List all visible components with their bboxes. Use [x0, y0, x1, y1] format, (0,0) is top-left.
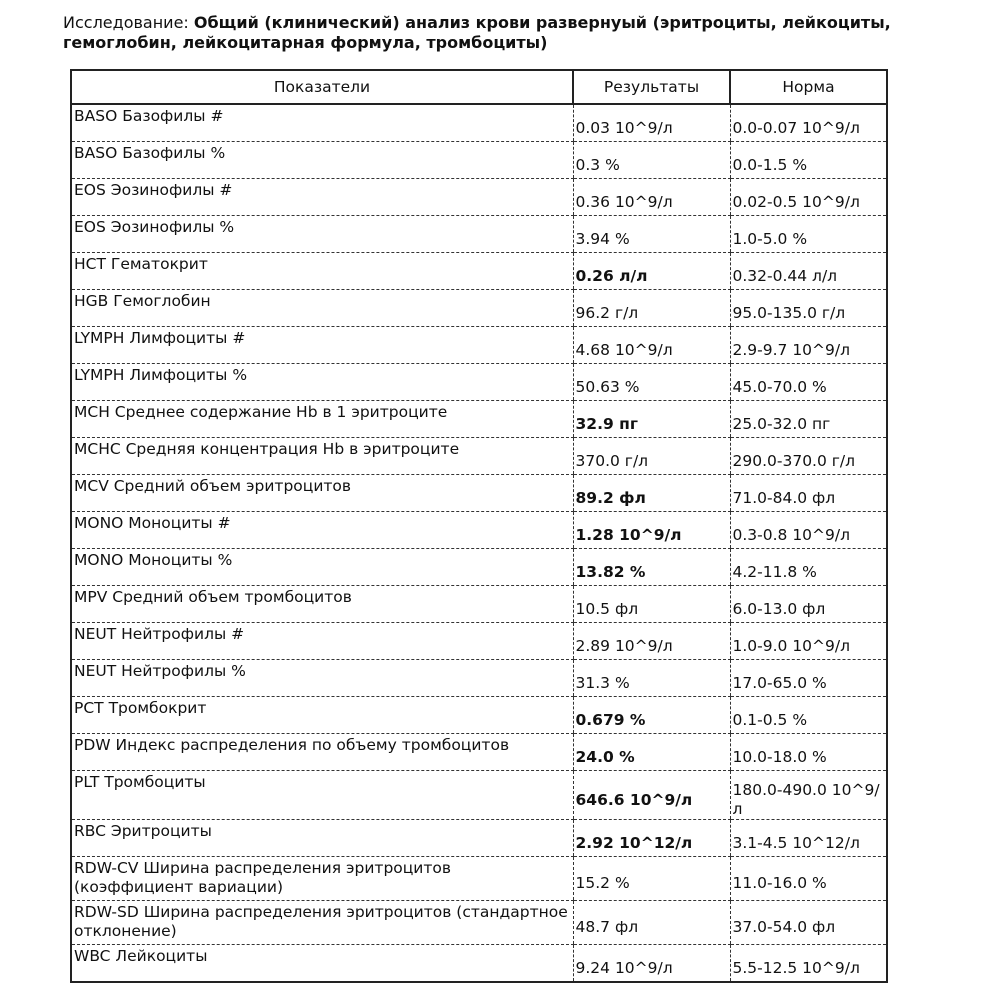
norm-range [730, 660, 887, 697]
result-value-text: 96.2 г/л [575, 303, 639, 322]
norm-range-text: 3.1-4.5 10^12/л [732, 833, 860, 852]
norm-range [730, 104, 887, 142]
table-row [71, 660, 887, 697]
indicator-name: WBC Лейкоциты [71, 945, 573, 983]
result-value [573, 945, 730, 983]
indicator-name: MCV Средний объем эритроцитов [71, 475, 573, 512]
norm-range-text: 25.0-32.0 пг [732, 414, 831, 433]
table-row [71, 179, 887, 216]
result-value [573, 438, 730, 475]
table-row [71, 945, 887, 983]
result-value [573, 253, 730, 290]
norm-range-text: 0.32-0.44 л/л [732, 266, 838, 285]
norm-range [730, 857, 887, 901]
table-row [71, 253, 887, 290]
norm-range [730, 179, 887, 216]
result-value [573, 104, 730, 142]
indicator-name: MCH Среднее содержание Hb в 1 эритроците [71, 401, 573, 438]
table-row [71, 586, 887, 623]
norm-range-text: 0.0-0.07 10^9/л [732, 118, 860, 137]
indicator-name: MONO Моноциты # [71, 512, 573, 549]
result-value-text: 370.0 г/л [575, 451, 649, 470]
indicator-name: MCHC Средняя концентрация Hb в эритроците [71, 438, 573, 475]
result-value-flagged: 13.82 % [575, 562, 646, 581]
norm-range-text: 1.0-9.0 10^9/л [732, 636, 851, 655]
result-value [573, 734, 730, 771]
indicator-name: HGB Гемоглобин [71, 290, 573, 327]
norm-range [730, 945, 887, 983]
table-row [71, 549, 887, 586]
result-value-flagged: 32.9 пг [575, 414, 638, 433]
table-row [71, 364, 887, 401]
norm-range-text: 10.0-18.0 % [732, 747, 827, 766]
result-value [573, 179, 730, 216]
results-table [70, 69, 888, 983]
result-value [573, 475, 730, 512]
norm-range-text: 0.0-1.5 % [732, 155, 808, 174]
norm-range-text: 4.2-11.8 % [732, 562, 817, 581]
norm-range [730, 820, 887, 857]
indicator-name: HCT Гематокрит [71, 253, 573, 290]
norm-range-text: 71.0-84.0 фл [732, 488, 836, 507]
norm-range-text: 0.3-0.8 10^9/л [732, 525, 851, 544]
indicator-name: LYMPH Лимфоциты % [71, 364, 573, 401]
norm-range [730, 549, 887, 586]
table-row [71, 623, 887, 660]
norm-range-text: 17.0-65.0 % [732, 673, 827, 692]
norm-range [730, 364, 887, 401]
norm-range-text: 1.0-5.0 % [732, 229, 808, 248]
norm-range-text: 37.0-54.0 фл [732, 918, 836, 936]
result-value [573, 327, 730, 364]
norm-range [730, 697, 887, 734]
norm-range [730, 512, 887, 549]
result-value-text: 31.3 % [575, 673, 630, 692]
norm-range [730, 253, 887, 290]
norm-range-text: 6.0-13.0 фл [732, 599, 826, 618]
result-value-text: 4.68 10^9/л [575, 340, 673, 359]
norm-range-text: 0.02-0.5 10^9/л [732, 192, 860, 211]
norm-range [730, 623, 887, 660]
norm-range [730, 216, 887, 253]
table-row [71, 438, 887, 475]
result-value [573, 290, 730, 327]
result-value [573, 857, 730, 901]
result-value-flagged: 646.6 10^9/л [575, 790, 693, 809]
result-value [573, 216, 730, 253]
norm-range-text: 11.0-16.0 % [732, 874, 827, 892]
result-value-flagged: 0.679 % [575, 710, 646, 729]
table-header-row [71, 70, 887, 104]
table-row [71, 475, 887, 512]
result-value-text: 10.5 фл [575, 599, 639, 618]
norm-range [730, 438, 887, 475]
result-value [573, 364, 730, 401]
norm-range [730, 901, 887, 945]
indicator-name: LYMPH Лимфоциты # [71, 327, 573, 364]
table-row [71, 290, 887, 327]
result-value-text: 0.3 % [575, 155, 620, 174]
table-row [71, 401, 887, 438]
result-value-flagged: 1.28 10^9/л [575, 525, 682, 544]
column-header-indicators: Показатели [71, 70, 573, 104]
table-row [71, 901, 887, 945]
table-row [71, 820, 887, 857]
norm-range [730, 475, 887, 512]
result-value-text: 50.63 % [575, 377, 640, 396]
norm-range-text: 290.0-370.0 г/л [732, 451, 856, 470]
table-body [71, 104, 887, 982]
norm-range-text: 2.9-9.7 10^9/л [732, 340, 851, 359]
result-value-text: 48.7 фл [575, 918, 639, 936]
result-value-flagged: 0.26 л/л [575, 266, 648, 285]
header-line-1 [63, 13, 963, 33]
result-value [573, 142, 730, 179]
indicator-name: NEUT Нейтрофилы # [71, 623, 573, 660]
result-value-text: 15.2 % [575, 874, 630, 892]
table-row [71, 771, 887, 820]
table-row [71, 512, 887, 549]
indicator-name: RDW-CV Ширина распределения эритроцитов (коэффициент вариации) [71, 857, 573, 901]
column-header-results: Результаты [573, 70, 730, 104]
column-header-norm: Норма [730, 70, 887, 104]
norm-range-text: 180.0-490.0 10^9/л [732, 781, 880, 818]
table-row [71, 857, 887, 901]
result-value [573, 401, 730, 438]
norm-range [730, 771, 887, 820]
document-header [63, 13, 963, 53]
result-value [573, 549, 730, 586]
indicator-name: MPV Средний объем тромбоцитов [71, 586, 573, 623]
indicator-name: PLT Тромбоциты [71, 771, 573, 820]
result-value [573, 901, 730, 945]
result-value-text: 2.89 10^9/л [575, 636, 673, 655]
table-row [71, 104, 887, 142]
indicator-name: NEUT Нейтрофилы % [71, 660, 573, 697]
result-value [573, 586, 730, 623]
norm-range [730, 290, 887, 327]
study-title-line-1: Общий (клинический) анализ крови развернуый (эритроциты, лейкоциты, [193, 13, 891, 32]
result-value [573, 660, 730, 697]
result-value [573, 820, 730, 857]
norm-range-text: 0.1-0.5 % [732, 710, 808, 729]
norm-range-text: 5.5-12.5 10^9/л [732, 958, 860, 977]
norm-range-text: 95.0-135.0 г/л [732, 303, 846, 322]
indicator-name: RBC Эритроциты [71, 820, 573, 857]
indicator-name: PCT Тромбокрит [71, 697, 573, 734]
result-value [573, 697, 730, 734]
result-value-flagged: 24.0 % [575, 747, 635, 766]
norm-range [730, 327, 887, 364]
result-value-text: 0.36 10^9/л [575, 192, 673, 211]
norm-range-text: 45.0-70.0 % [732, 377, 827, 396]
indicator-name: BASO Базофилы % [71, 142, 573, 179]
indicator-name: BASO Базофилы # [71, 104, 573, 142]
table-row [71, 142, 887, 179]
header-prefix: Исследование: [63, 13, 194, 32]
norm-range [730, 401, 887, 438]
norm-range [730, 586, 887, 623]
table-row [71, 697, 887, 734]
indicator-name: EOS Эозинофилы % [71, 216, 573, 253]
indicator-name: EOS Эозинофилы # [71, 179, 573, 216]
result-value-text: 0.03 10^9/л [575, 118, 673, 137]
norm-range [730, 734, 887, 771]
table-row [71, 216, 887, 253]
result-value-flagged: 89.2 фл [575, 488, 646, 507]
result-value-flagged: 2.92 10^12/л [575, 833, 693, 852]
indicator-name: PDW Индекс распределения по объему тромбоцитов [71, 734, 573, 771]
result-value-text: 9.24 10^9/л [575, 958, 673, 977]
result-value [573, 623, 730, 660]
table-row [71, 327, 887, 364]
indicator-name: MONO Моноциты % [71, 549, 573, 586]
indicator-name: RDW-SD Ширина распределения эритроцитов (стандартное отклонение) [71, 901, 573, 945]
result-value [573, 512, 730, 549]
result-value-text: 3.94 % [575, 229, 630, 248]
norm-range [730, 142, 887, 179]
study-title-line-2: гемоглобин, лейкоцитарная формула, тромбоциты) [63, 33, 548, 52]
result-value [573, 771, 730, 820]
table-row [71, 734, 887, 771]
